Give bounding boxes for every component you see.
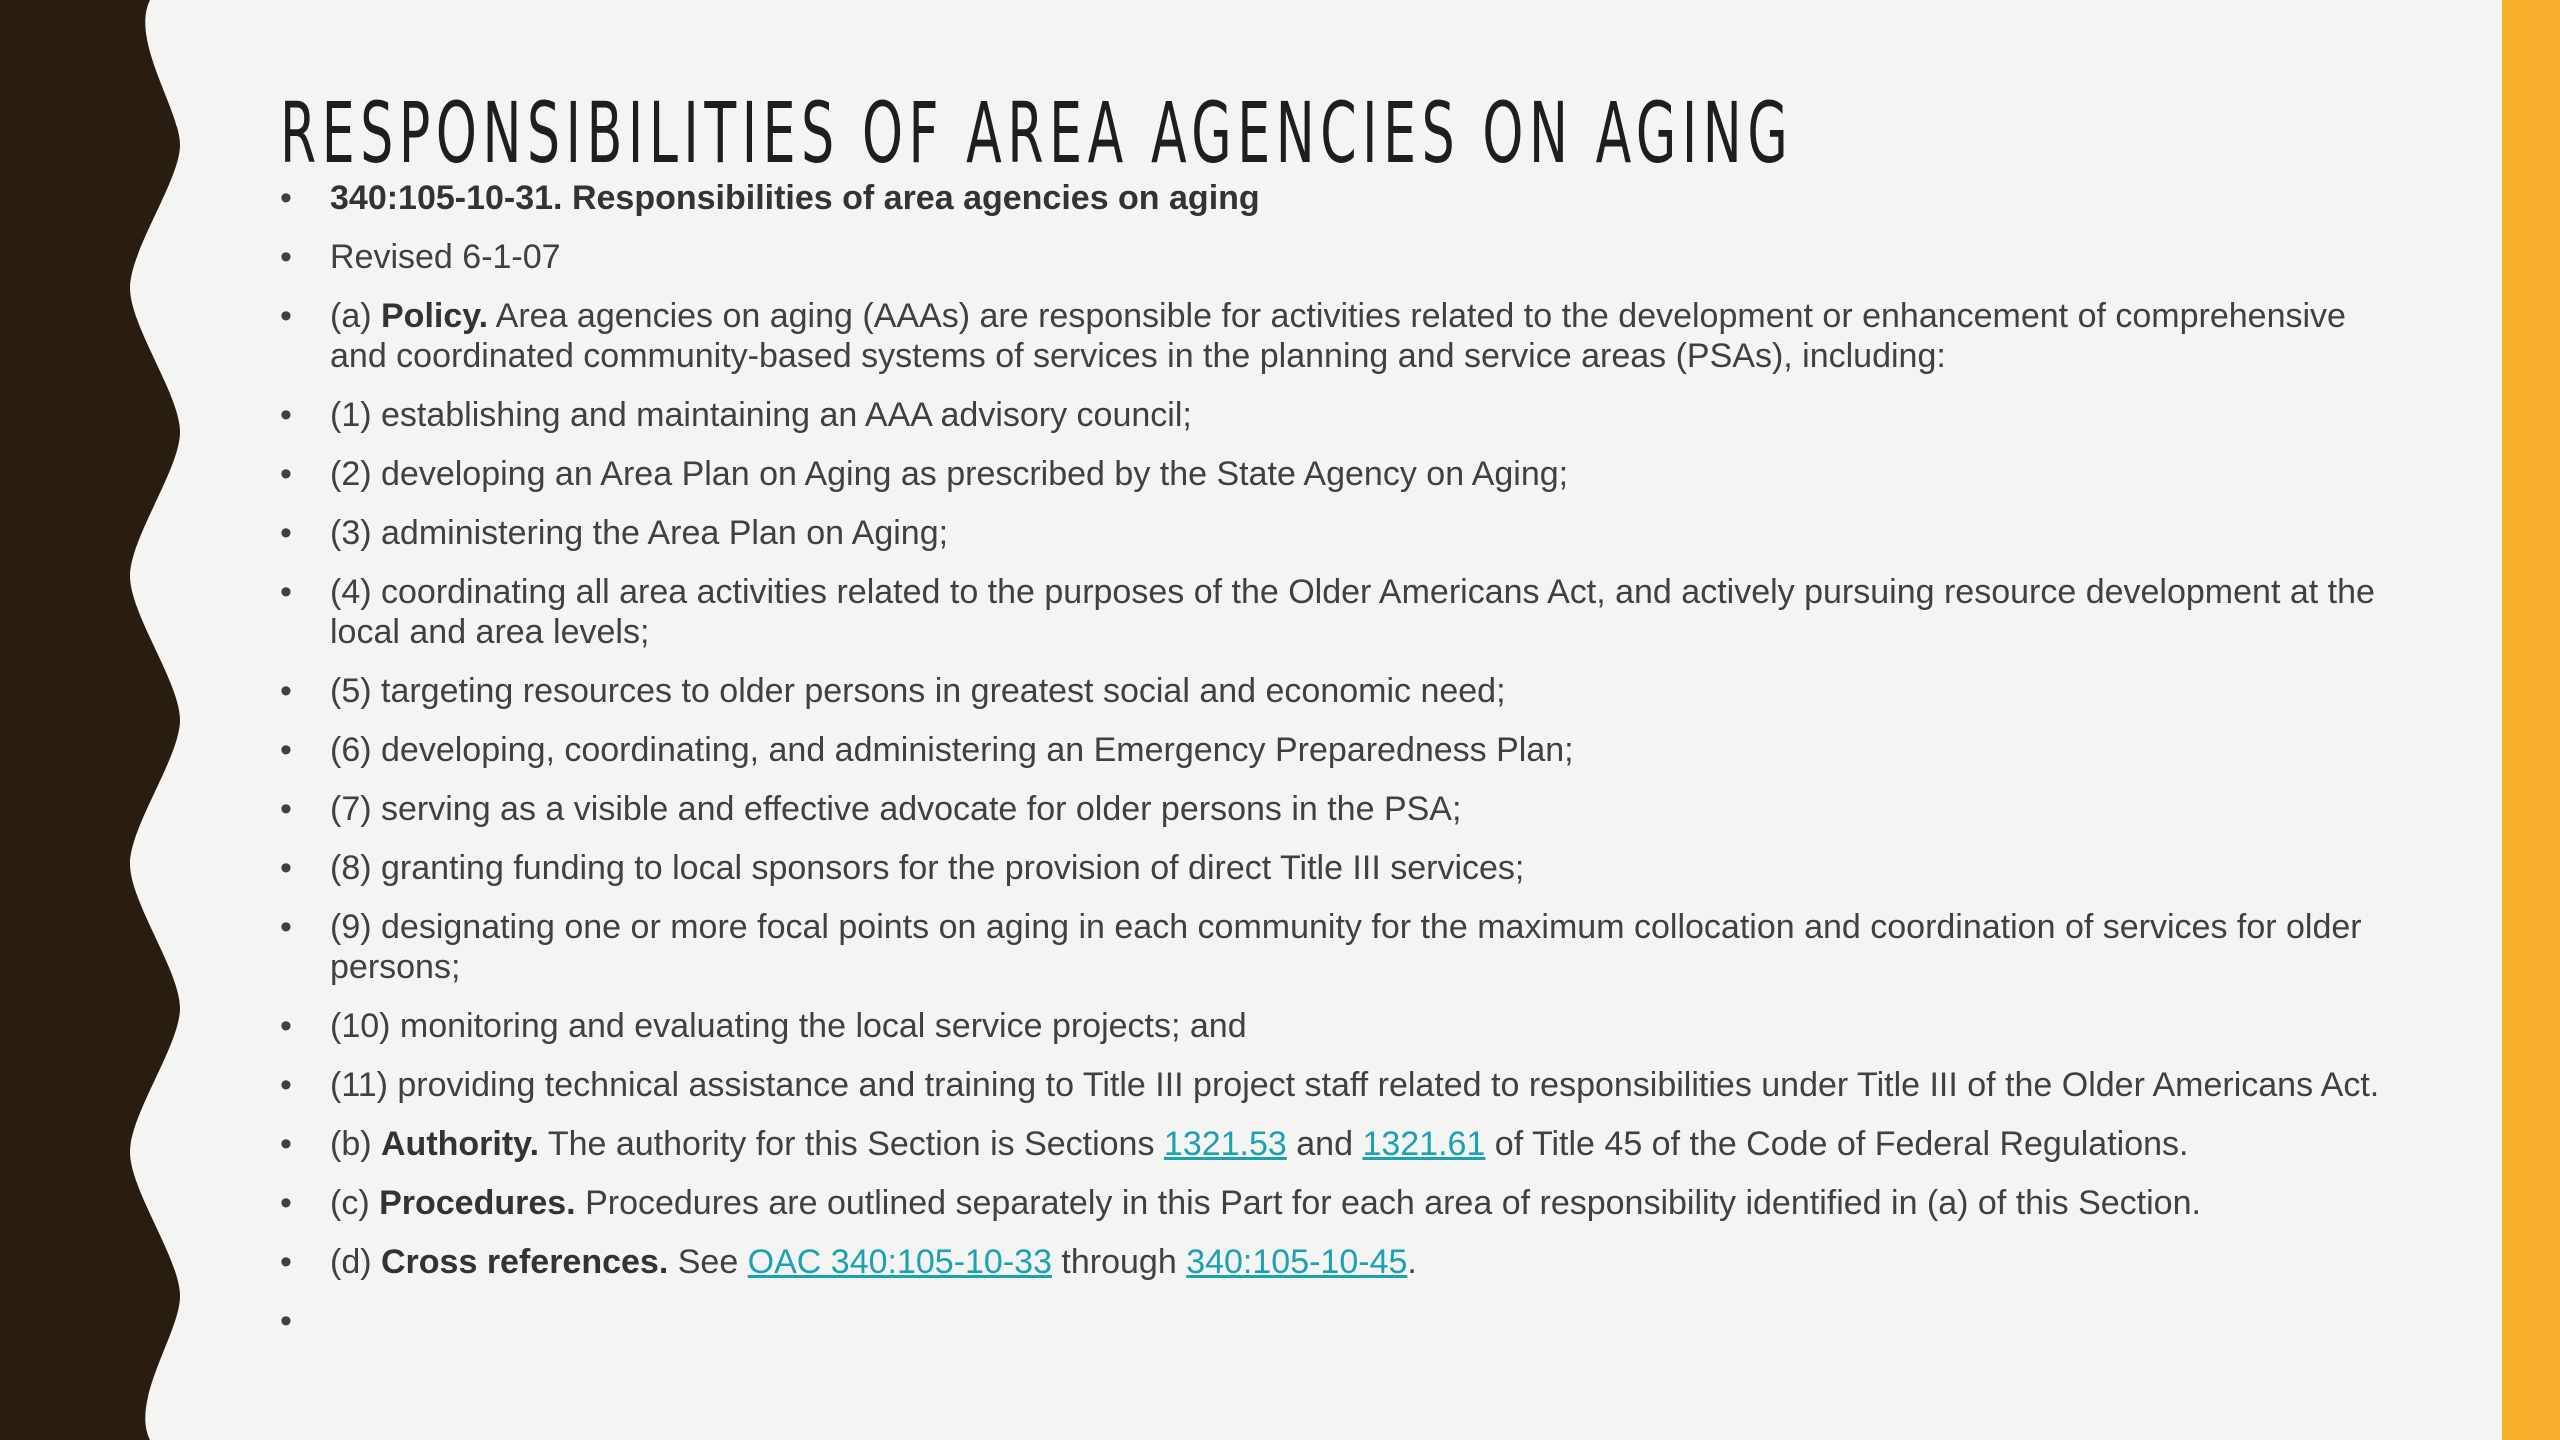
item-text: (10) monitoring and evaluating the local service projects; and	[330, 1007, 1247, 1045]
item-text: (7) serving as a visible and effective advocate for older persons in the PSA;	[330, 790, 1462, 828]
bullet-section-heading	[278, 178, 2398, 218]
cross-prefix: (d)	[330, 1243, 381, 1281]
link-1321-53[interactable]: 1321.53	[1163, 1125, 1287, 1163]
procedures-text: Procedures are outlined separately in this Part for each area of responsibility identified in (a) of this Section.	[575, 1184, 2201, 1222]
cross-through: through	[1051, 1243, 1187, 1281]
bullet-revised	[278, 237, 2398, 277]
bullet-item-10	[278, 1006, 2398, 1046]
bullet-item-1	[278, 395, 2398, 435]
item-text: (2) developing an Area Plan on Aging as prescribed by the State Agency on Aging;	[330, 455, 1569, 493]
bullet-item-2	[278, 454, 2398, 494]
authority-prefix: (b)	[330, 1125, 381, 1163]
authority-text: The authority for this Section is Sections	[539, 1125, 1164, 1163]
item-text: (3) administering the Area Plan on Aging;	[330, 514, 949, 552]
revised-text: Revised 6-1-07	[330, 238, 561, 276]
cross-tail: .	[1407, 1243, 1417, 1281]
procedures-prefix: (c)	[330, 1184, 380, 1222]
bullet-procedures	[278, 1183, 2398, 1223]
bullet-item-6	[278, 730, 2398, 770]
bullet-policy	[278, 296, 2398, 376]
link-1321-61[interactable]: 1321.61	[1362, 1125, 1486, 1163]
policy-text: Area agencies on aging (AAAs) are responsible for activities related to the development or enhancement of comprehensive and coordinated community-based systems of services in the planning and service areas (PSAs), including:	[330, 297, 2346, 375]
procedures-label: Procedures.	[379, 1184, 576, 1222]
bullet-cross-references	[278, 1242, 2398, 1282]
item-text: (11) providing technical assistance and training to Title III project staff related to responsibilities under Title III of the Older Americans Act.	[330, 1066, 2380, 1104]
authority-and: and	[1286, 1125, 1363, 1163]
cross-text: See	[668, 1243, 748, 1281]
bullet-authority	[278, 1124, 2398, 1164]
cross-label: Cross references.	[381, 1243, 669, 1281]
item-text: (4) coordinating all area activities related to the purposes of the Older Americans Act, and actively pursuing resource development at the local and area levels;	[330, 573, 2375, 651]
section-heading-text: 340:105-10-31. Responsibilities of area agencies on aging	[330, 179, 1260, 217]
authority-label: Authority.	[381, 1125, 540, 1163]
decorative-wavy-band	[0, 0, 200, 1440]
policy-label: Policy.	[381, 297, 489, 335]
bullet-item-5	[278, 671, 2398, 711]
link-340-105-10-45[interactable]: 340:105-10-45	[1186, 1243, 1408, 1281]
item-text: (6) developing, coordinating, and administering an Emergency Preparedness Plan;	[330, 731, 1574, 769]
policy-prefix: (a)	[330, 297, 381, 335]
decorative-accent-bar	[2502, 0, 2560, 1440]
authority-tail: of Title 45 of the Code of Federal Regulations.	[1485, 1125, 2189, 1163]
bullet-item-3	[278, 513, 2398, 553]
item-text: (5) targeting resources to older persons in greatest social and economic need;	[330, 672, 1506, 710]
bullet-item-7	[278, 789, 2398, 829]
bullet-item-4	[278, 572, 2398, 652]
bullet-item-9	[278, 907, 2398, 987]
bullet-empty	[278, 1301, 2398, 1341]
link-oac-340-105-10-33[interactable]: OAC 340:105-10-33	[747, 1243, 1052, 1281]
item-text: (8) granting funding to local sponsors for the provision of direct Title III services;	[330, 849, 1525, 887]
bullet-item-11	[278, 1065, 2398, 1105]
item-text: (9) designating one or more focal points on aging in each community for the maximum collocation and coordination of services for older persons;	[330, 908, 2362, 986]
bullet-item-8	[278, 848, 2398, 888]
slide-title: RESPONSIBILITIES OF AREA AGENCIES ON AGING	[280, 84, 1794, 182]
bullet-list	[278, 178, 2398, 1360]
item-text: (1) establishing and maintaining an AAA advisory council;	[330, 396, 1192, 434]
